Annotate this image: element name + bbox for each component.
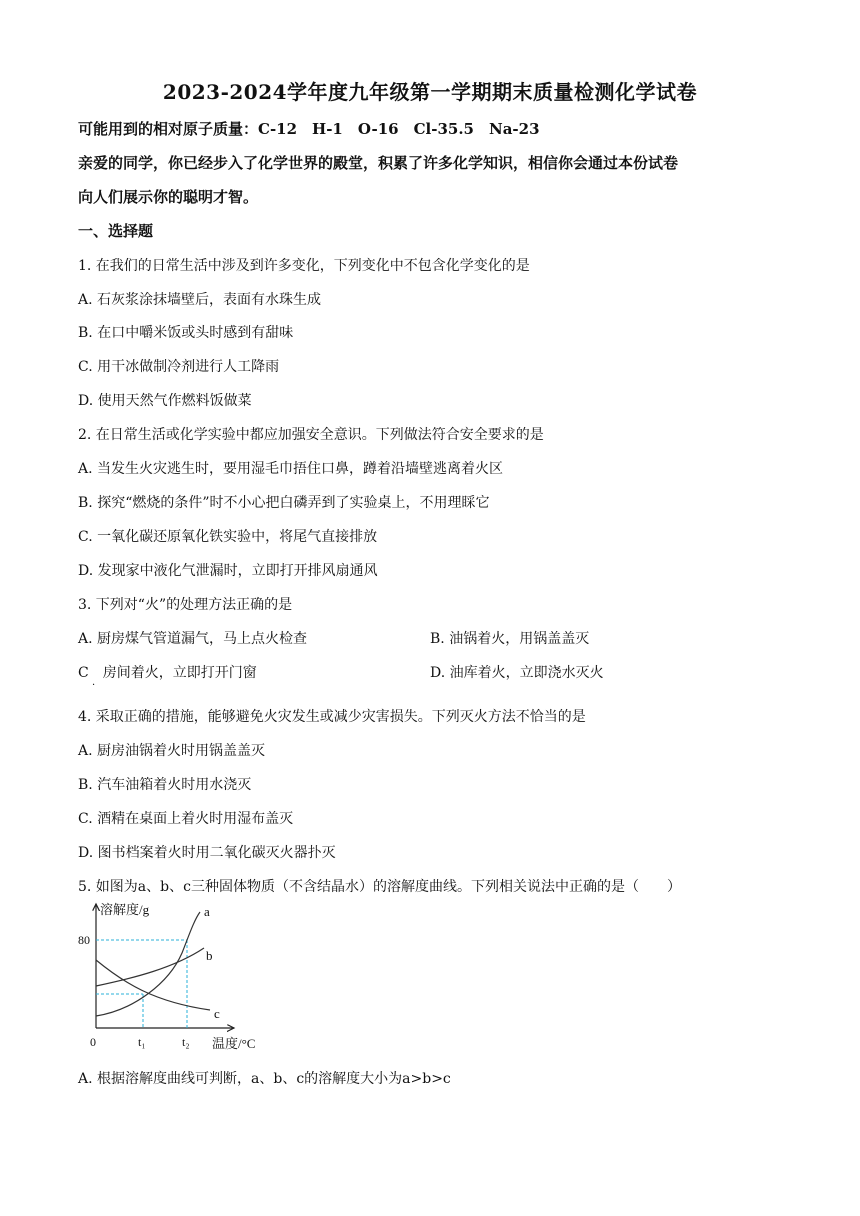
q4-option-c: C. 酒精在桌面上着火时用湿布盖灭 [78, 811, 294, 827]
series-label-a: a [204, 904, 210, 919]
x-axis-label: 温度/°C [212, 1036, 256, 1051]
curve-a [96, 912, 200, 1016]
q3-option-b: B. 油锅着火，用锅盖盖灭 [430, 631, 590, 647]
q3-stem: 3. 下列对“火”的处理方法正确的是 [78, 597, 293, 613]
q3-option-c: C 房间着火，立即打开门窗 [78, 665, 257, 681]
q1-option-d: D. 使用天然气作燃料饭做菜 [78, 393, 252, 409]
q3-option-a: A. 厨房煤气管道漏气，马上点火检查 [78, 631, 308, 647]
intro-line-1: 亲爱的同学，你已经步入了化学世界的殿堂，积累了许多化学知识，相信你会通过本份试卷 [78, 154, 679, 172]
q2-stem: 2. 在日常生活或化学实验中都应加强安全意识。下列做法符合安全要求的是 [78, 427, 544, 443]
q1-stem: 1. 在我们的日常生活中涉及到许多变化，下列变化中不包含化学变化的是 [78, 258, 530, 274]
q4-option-d: D. 图书档案着火时用二氧化碳灭火器扑灭 [78, 845, 336, 861]
section-heading: 一、选择题 [78, 222, 154, 240]
q2-option-c: C. 一氧化碳还原氧化铁实验中，将尾气直接排放 [78, 529, 378, 545]
q1-option-b: B. 在口中嚼米饭或头时感到有甜味 [78, 325, 294, 341]
origin-label: 0 [90, 1035, 96, 1049]
q4-option-a: A. 厨房油锅着火时用锅盖盖灭 [78, 743, 266, 759]
q1-option-c: C. 用干冰做制冷剂进行人工降雨 [78, 359, 280, 375]
q5-option-a: A. 根据溶解度曲线可判断，a、b、c的溶解度大小为a>b>c [78, 1071, 451, 1087]
q4-stem: 4. 采取正确的措施，能够避免火灾发生或减少灾害损失。下列灭火方法不恰当的是 [78, 709, 586, 725]
stray-dot: · [92, 680, 96, 691]
q1-option-a: A. 石灰浆涂抹墙壁后，表面有水珠生成 [78, 292, 322, 308]
solubility-chart [74, 898, 274, 1058]
q2-option-a: A. 当发生火灾逃生时，要用湿毛巾捂住口鼻，蹲着沿墙壁逃离着火区 [78, 461, 504, 477]
curve-b [96, 948, 204, 986]
q5-stem: 5. 如图为a、b、c三种固体物质（不含结晶水）的溶解度曲线。下列相关说法中正确的是（ ） [78, 879, 681, 895]
atomic-mass-line: 可能用到的相对原子质量：C-12 H-1 O-16 Cl-35.5 Na-23 [78, 120, 540, 138]
q3-option-d: D. 油库着火，立即浇水灭火 [430, 665, 604, 681]
y-tick-80: 80 [78, 933, 90, 947]
q2-option-b: B. 探究“燃烧的条件”时不小心把白磷弄到了实验桌上，不用理睬它 [78, 495, 490, 511]
intro-line-2: 向人们展示你的聪明才智。 [78, 188, 259, 206]
q2-option-d: D. 发现家中液化气泄漏时，立即打开排风扇通风 [78, 563, 378, 579]
x-tick-t2: t₂ [182, 1035, 190, 1049]
series-label-b: b [206, 948, 213, 963]
x-tick-t1: t₁ [138, 1035, 146, 1049]
page-title: 2023-2024学年度九年级第一学期期末质量检测化学试卷 [162, 80, 698, 104]
q4-option-b: B. 汽车油箱着火时用水浇灭 [78, 777, 252, 793]
y-axis-label: 溶解度/g [100, 902, 150, 917]
curve-c [96, 960, 210, 1010]
series-label-c: c [214, 1006, 220, 1021]
